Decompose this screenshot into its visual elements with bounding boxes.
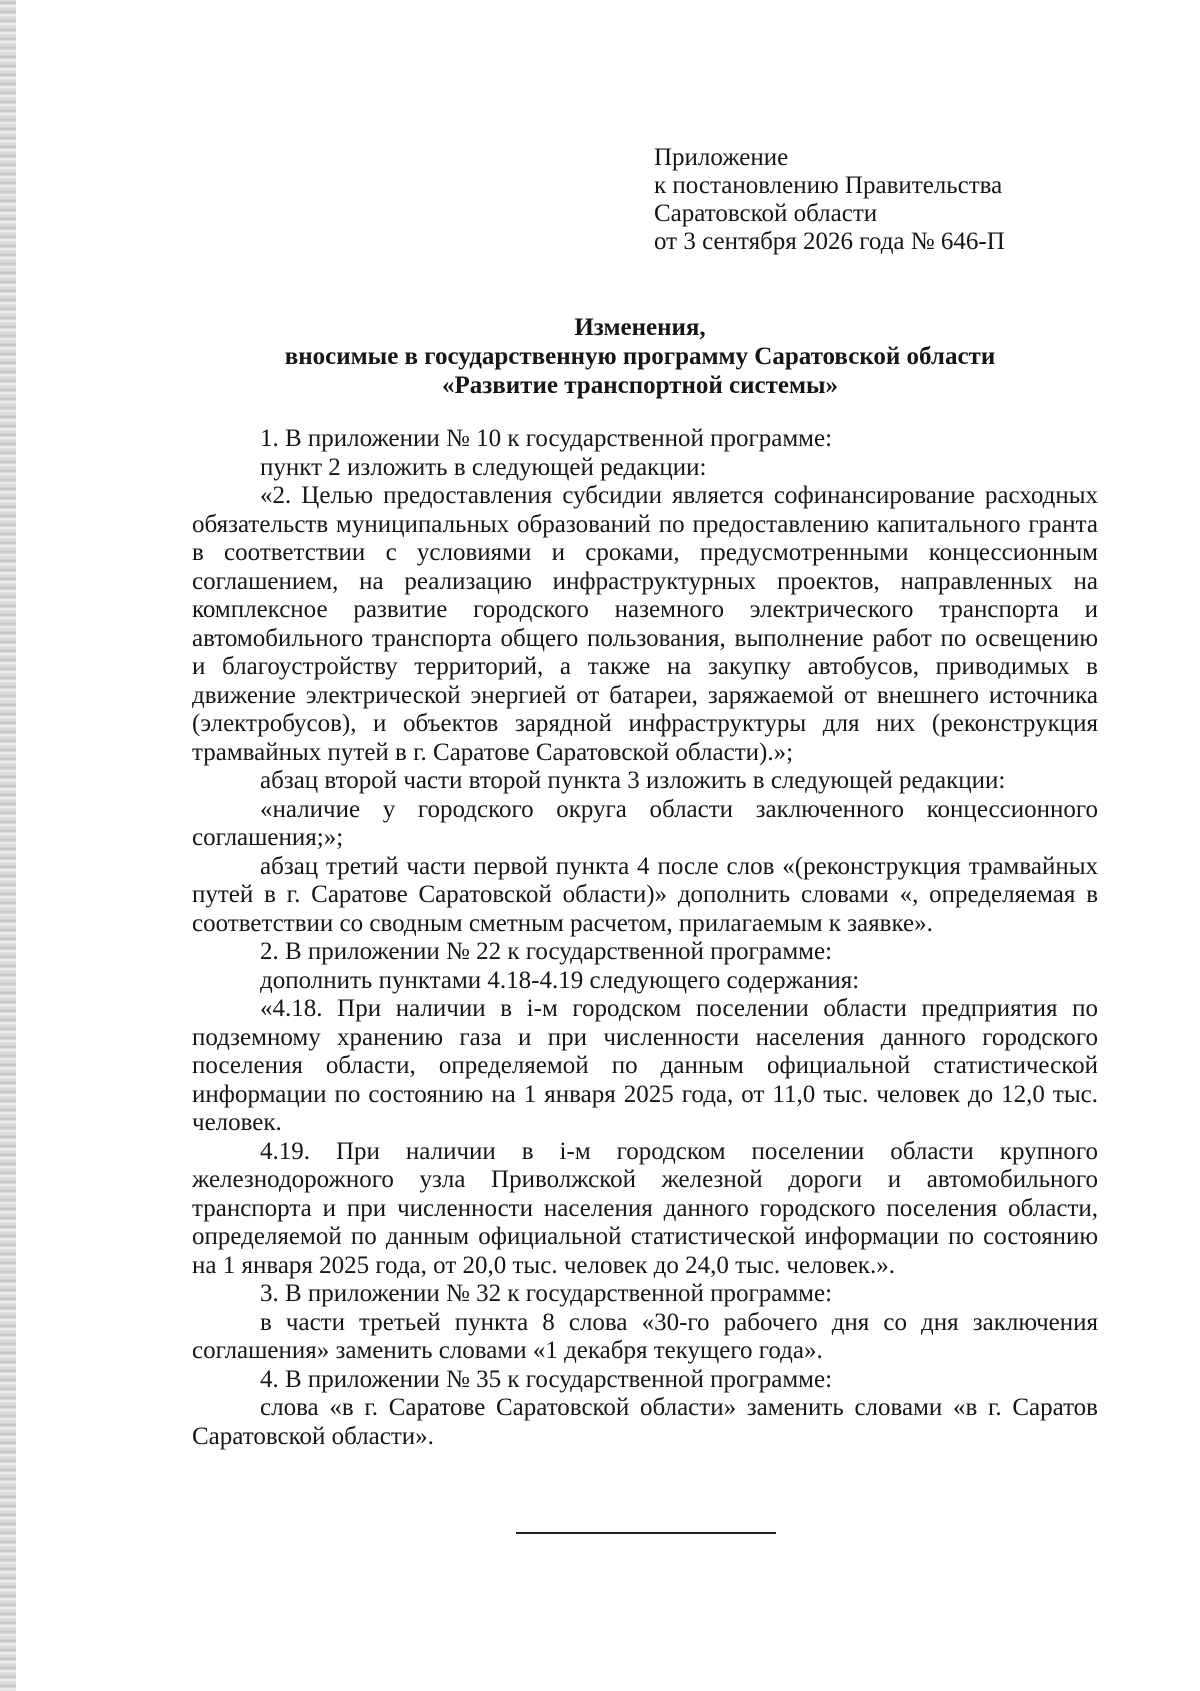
end-rule [516,1532,776,1534]
paragraph: 3. В приложении № 32 к государственной программе: [260,1280,833,1307]
paragraph: пункт 2 изложить в следующей редакции: [260,453,707,481]
paragraph: 1. В приложении № 10 к государственной программе: [260,425,833,452]
approval-line-4: от 3 сентября 2026 года № 646-П [654,228,1005,255]
paragraph: абзац второй части второй пункта 3 изложить в следующей редакции: [260,767,1006,794]
approval-line-2: к постановлению Правительства [654,172,1003,199]
paragraph: 4.19. При наличии в i-м городском поселении области крупного железнодорожного узла Приволжской железной дороги и автомобильного транспорта и при численности населения данного городского поселения области, определяемой по данным официальной статистической информации по состоянию на 1 января 2025 года, от 20,0 тыс. человек до 24,0 тыс. человек.». [192,1137,1098,1279]
approval-line-3: Саратовской области [654,200,878,227]
paragraph: слова «в г. Саратове Саратовской области» заменить словами «в г. Саратов Саратовской области». [192,1394,1098,1450]
approval-stamp [654,144,1005,256]
title-line-1: Изменения, [574,314,706,341]
title-line-2: вносимые в государственную программу Саратовской области [284,343,996,370]
paragraph: 2. В приложении № 22 к государственной программе: [260,938,833,965]
paragraph: абзац третий части первой пункта 4 после слов «(реконструкция трамвайных путей в г. Саратове Саратовской области)» дополнить словами «, определяемая в соответствии со сводным сметным расчетом, прилагаемым к заявке». [192,852,1098,937]
paragraph: «4.18. При наличии в i-м городском поселении области предприятия по подземному хранению газа и при численности населения данного городского поселения области, определяемой по данным официальной статистической информации по состоянию на 1 января 2025 года, от 11,0 тыс. человек до 12,0 тыс. человек. [192,995,1098,1136]
paragraph: в части третьей пункта 8 слова «30-го рабочего дня со дня заключения соглашения» заменить словами «1 декабря текущего года». [192,1308,1098,1364]
paragraph: дополнить пунктами 4.18-4.19 следующего содержания: [260,966,860,994]
title-line-3: «Развитие транспортной системы» [441,372,839,399]
scan-edge [0,0,16,1691]
document-title [180,313,1100,400]
paragraph: «2. Целью предоставления субсидии является софинансирование расходных обязательств муниципальных образований по предоставлению капитального гранта в соответствии с условиями и сроками, предусмотренными концессионным соглашением, на реализацию инфраструктурных проектов, направленных на комплексное развитие городского наземного электрического транспорта и автомобильного транспорта общего пользования, выполнение работ по освещению и благоустройству территорий, а также на закупку автобусов, приводимых в движение электрической энергией от батареи, заряжаемой от внешнего источника (электробусов), и объектов зарядной инфраструктуры для них (реконструкция трамвайных путей в г. Саратове Саратовской области).»; [192,482,1098,766]
paragraph: «наличие у городского округа области заключенного концессионного соглашения;»; [192,795,1098,851]
approval-line-1: Приложение [654,144,789,171]
document-body [192,425,1098,1451]
paragraph: 4. В приложении № 35 к государственной программе: [260,1365,833,1393]
